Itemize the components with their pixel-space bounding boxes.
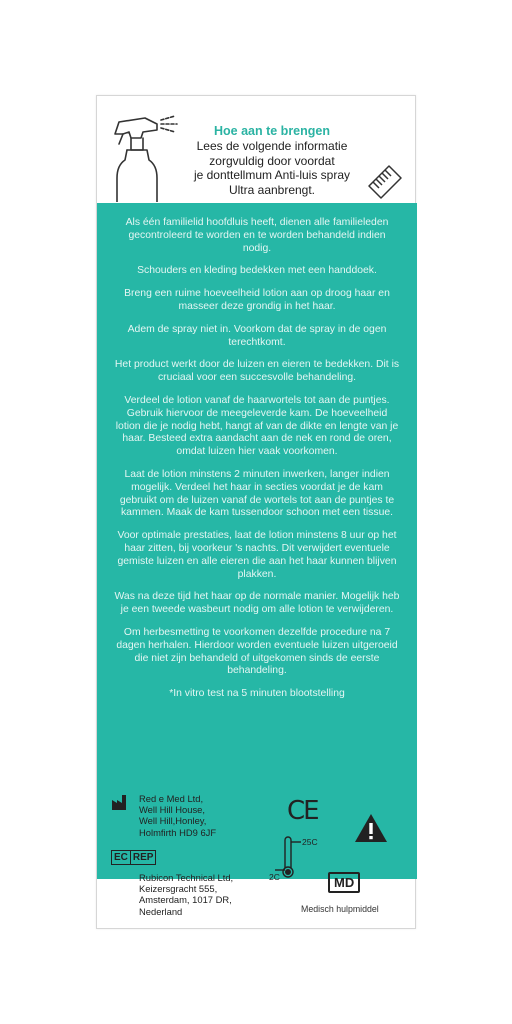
temp-unit: C — [273, 872, 280, 882]
instruction-paragraph: Om herbesmetting te voorkomen dezelfde procedure na 7 dagen herhalen. Hierdoor worden eventuele luizen uitgeroeid die niet zijn behandeld of uitgekomen sinds de eerste behandeling. — [116, 626, 398, 677]
instruction-paragraph: Schouders en kleding bedekken met een handdoek. — [137, 265, 377, 277]
header-line: Lees de volgende informatie — [196, 139, 348, 153]
instruction-paragraph: Breng een ruime hoeveelheid lotion aan op droog haar en masseer deze grondig in het haar. — [124, 288, 390, 312]
instruction-paragraph: Verdeel de lotion vanaf de haarwortels tot aan de puntjes. Gebruik hiervoor de meegeleverde kam. De hoeveelheid lotion die je nodig hebt, hangt af van de dikte en lengte van je haar. Besteed extra aandacht aan de nek en rond de oren, omdat luizen hier vaak voorkomen. — [115, 394, 399, 458]
instruction-paragraph: Het product werkt door de luizen en eieren te bedekken. Dit is cruciaal voor een succesvolle behandeling. — [114, 359, 400, 384]
instruction-paragraph: Als één familielid hoofdluis heeft, dienen alle familieleden gecontroleerd te worden en te worden behandeld indien nodig. — [125, 217, 389, 254]
address-line: Red e Med Ltd, — [139, 793, 204, 804]
header-body — [167, 139, 377, 197]
address-line: Holmfirth HD9 6JF — [139, 826, 217, 838]
md-label: Medisch hulpmiddel — [301, 904, 379, 914]
instructions-section — [97, 203, 417, 879]
header-line: je donttellmum Anti-luis spray — [193, 168, 351, 182]
header-text — [167, 124, 377, 197]
ec-rep-right: REP — [131, 850, 157, 865]
ec-rep-left: EC — [111, 850, 131, 865]
svg-text:2C — [269, 872, 280, 882]
address-line: Well Hill House, — [139, 804, 205, 816]
footnote: *In vitro test na 5 minuten blootstelling — [169, 688, 345, 700]
header — [97, 96, 417, 203]
temp-unit: C — [311, 837, 318, 847]
ce-mark: CE — [287, 796, 318, 826]
address-line: Rubicon Technical Ltd, — [139, 872, 234, 883]
address-line: Nederland — [139, 905, 183, 917]
ec-rep-symbol — [111, 850, 156, 865]
instruction-paragraph: Adem de spray niet in. Voorkom dat de spray in de ogen terechtkomt. — [127, 323, 387, 348]
header-title: Hoe aan te brengen — [214, 124, 330, 138]
ec-rep-address — [139, 872, 233, 917]
md-symbol: MD — [328, 872, 360, 893]
manufacturer-address — [139, 793, 216, 838]
header-line: Ultra aanbrengt. — [228, 182, 316, 197]
address-line: Well Hill,Honley, — [139, 815, 207, 827]
address-line: Keizersgracht 555, — [139, 883, 218, 895]
temp-min: 2 — [269, 872, 274, 882]
address-line: Amsterdam, 1017 DR, — [139, 894, 232, 906]
temp-max: 25 — [302, 837, 312, 847]
header-line: zorgvuldig door voordat — [209, 153, 335, 168]
comb-icon — [365, 160, 405, 200]
instruction-paragraph: Voor optimale prestaties, laat de lotion minstens 8 uur op het haar zitten, bij voorkeur 's nachts. Dit verwijdert eventuele gemiste luizen en alle eieren die aan het haar kunnen blijven plakken. — [117, 530, 397, 580]
instruction-panel — [96, 95, 416, 929]
warning-triangle-icon — [353, 812, 389, 844]
instruction-paragraph: Was na deze tijd het haar op de normale manier. Mogelijk heb je een tweede wasbeurt nodig om alle lotion te verwijderen. — [114, 591, 400, 616]
svg-text:25C — [302, 837, 318, 847]
factory-icon — [111, 793, 129, 811]
thermometer-icon — [269, 836, 331, 882]
instruction-paragraph: Laat de lotion minstens 2 minuten inwerken, langer indien mogelijk. Verdeel het haar in secties voordat je de kam gebruikt om de luizen vanaf de wortels tot aan de puntjes te kammen. Maak de kam tussendoor schoon met een tissue. — [119, 468, 395, 519]
